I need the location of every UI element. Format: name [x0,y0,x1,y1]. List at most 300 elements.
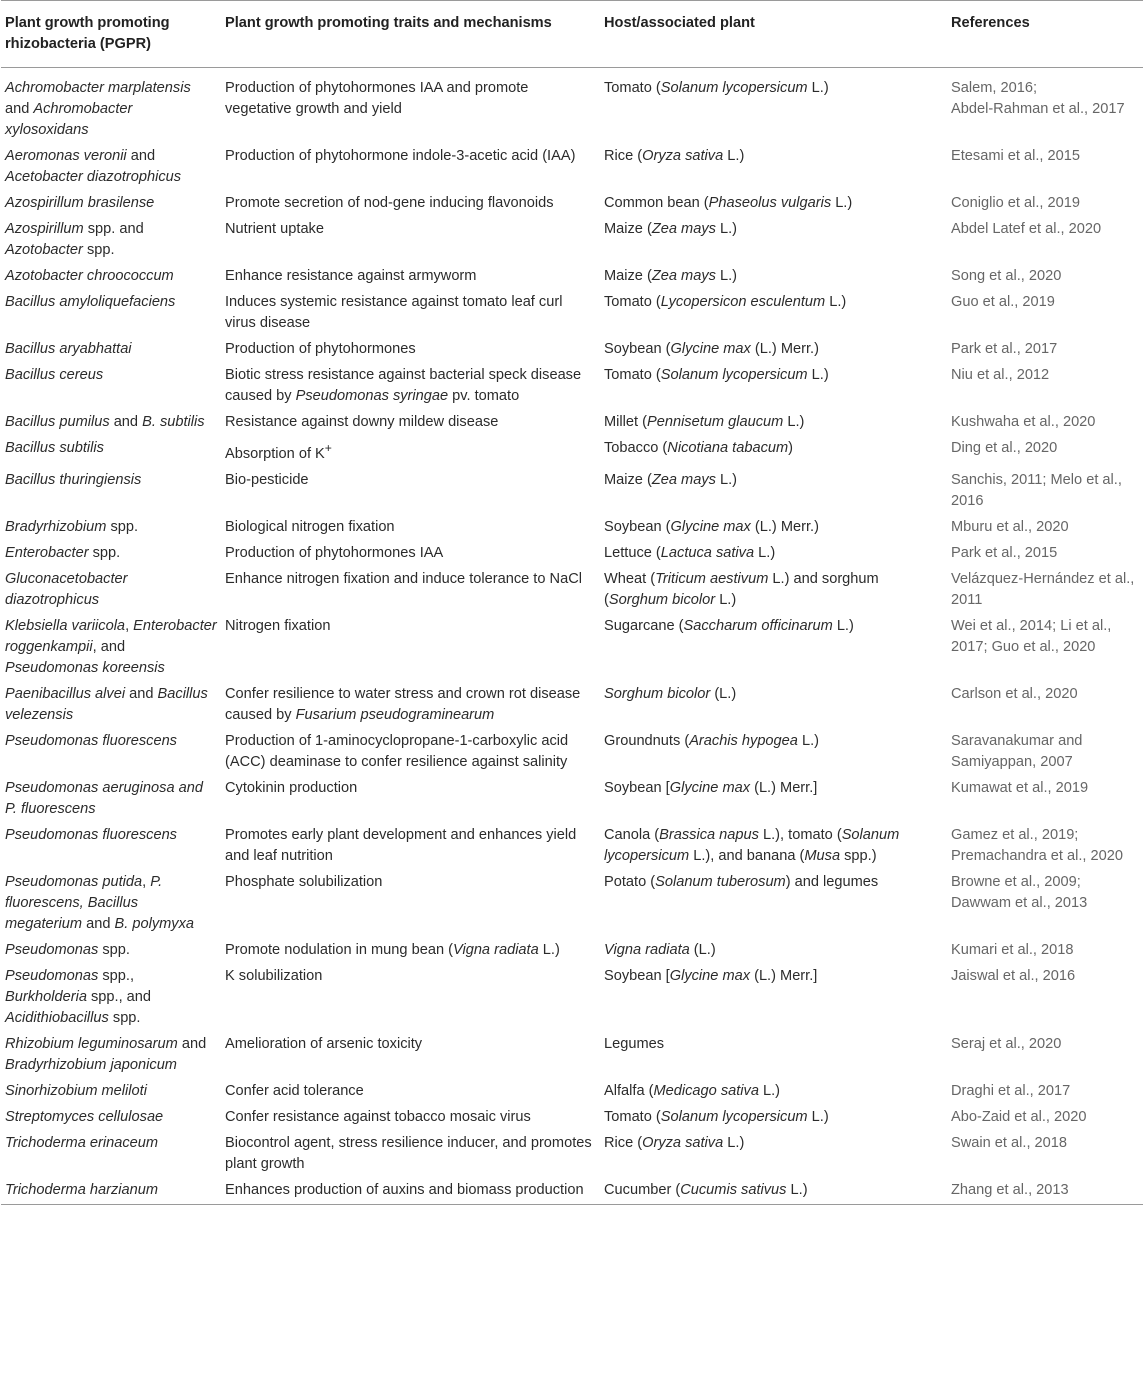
text-segment: (L.) Merr.) [750,341,819,357]
text-segment: Alfalfa ( [604,1082,654,1099]
text-segment: Tobacco ( [604,440,668,456]
cell-host [600,964,947,1032]
text-segment: L.) [797,732,819,749]
table-row [1,823,1143,870]
italic-text: Cucumis sativus [680,1181,787,1198]
cell-host [600,264,947,290]
italic-text: Vigna radiata [604,941,690,958]
cell-reference [947,1079,1143,1105]
italic-text: Bacillus amyloliquefaciens [5,294,176,310]
italic-text: Glycine max [669,779,751,796]
header-pgpr: Plant growth promoting rhizobacteria (PGPR) [5,15,170,52]
text-segment: spp.) [840,847,877,864]
cell-trait [221,515,600,541]
cell-trait [221,567,600,614]
text-segment: Groundnuts ( [604,732,690,749]
italic-text: Zea mays [651,268,716,284]
text-segment: + [324,441,332,455]
text-segment: Absorption of K [225,445,325,462]
cell-pgpr [1,264,221,290]
italic-text: Bacillus cereus [5,367,104,383]
cell-host [600,217,947,264]
text-segment: and [82,915,115,932]
cell-reference [947,290,1143,337]
text-segment: Cucumber ( [604,1181,681,1198]
table-row [1,1178,1143,1205]
italic-text: P. fluorescens, Bacillus megaterium [5,873,163,932]
table-row [1,264,1143,290]
cell-pgpr [1,1178,221,1205]
italic-text: Streptomyces cellulosae [5,1108,164,1125]
text-segment: Cytokinin production [225,779,358,796]
cell-pgpr [1,363,221,410]
italic-text: Glycine max [670,518,751,535]
italic-text: Solanum lycopersicum [660,1108,808,1125]
text-segment: and [125,685,158,702]
cell-reference [947,823,1143,870]
text-segment: , [142,873,151,890]
text-segment: and [126,148,156,164]
text-segment: L.) [754,544,776,561]
italic-text: Pennisetum glaucum [646,414,784,430]
text-segment: , [125,617,134,634]
text-segment: L.) [758,1082,781,1099]
cell-reference [947,938,1143,964]
italic-text: Bacillus velezensis [5,685,208,723]
table-header [1,1,1143,68]
text-segment: Park et al., 2015 [951,544,1058,561]
text-segment: Niu et al., 2012 [951,367,1050,383]
italic-text: Sorghum bicolor [608,591,716,608]
text-segment: Tomato ( [604,367,661,383]
cell-pgpr [1,870,221,938]
text-segment: and [177,1035,207,1052]
text-segment: Guo et al., 2019 [951,294,1055,310]
text-segment: Canola ( [604,826,660,843]
table-row [1,938,1143,964]
text-segment: Gamez et al., 2019; [951,826,1079,843]
cell-reference [947,729,1143,776]
text-segment: Ding et al., 2020 [951,440,1058,456]
cell-host [600,468,947,515]
italic-text: Sinorhizobium meliloti [5,1082,147,1099]
cell-reference [947,870,1143,938]
text-segment: L.) [831,195,853,211]
text-segment: Production of phytohormones [225,341,416,357]
table-row [1,1131,1143,1178]
text-segment: L.) [807,80,829,96]
text-segment: (L.) Merr.) [750,518,819,535]
italic-text: Azotobacter chroococcum [5,268,174,284]
text-segment: pv. tomato [448,388,520,404]
text-segment: Biotic stress resistance against bacterial speck disease caused by [225,367,582,404]
text-segment: Abo-Zaid et al., 2020 [951,1108,1087,1125]
text-segment: Millet ( [604,414,647,430]
cell-host [600,1105,947,1131]
cell-host [600,515,947,541]
table-row [1,144,1143,191]
italic-text: Pseudomonas fluorescens [5,732,177,749]
text-segment: L.), tomato ( [758,826,842,843]
cell-trait [221,964,600,1032]
text-segment: Enhance resistance against armyworm [225,268,477,284]
text-segment: L.) [807,1108,829,1125]
cell-reference [947,264,1143,290]
table-row [1,290,1143,337]
text-segment: Zhang et al., 2013 [951,1181,1069,1198]
cell-trait [221,1105,600,1131]
cell-host [600,567,947,614]
italic-text: Enterobacter [5,544,89,561]
text-segment: spp. [88,544,121,561]
cell-pgpr [1,1105,221,1131]
italic-text: Bradyrhizobium japonicum [5,1056,177,1073]
text-segment: L.) [807,367,829,383]
text-segment: Potato ( [604,873,656,890]
text-segment: Enhance nitrogen fixation and induce tolerance to NaCl [225,570,582,587]
text-segment: Production of phytohormones IAA and promote vegetative growth and yield [225,80,529,117]
cell-trait [221,870,600,938]
text-segment: Nitrogen fixation [225,617,331,634]
cell-reference [947,567,1143,614]
text-segment: L.) [715,268,738,284]
text-segment: Biocontrol agent, stress resilience inducer, and promotes plant growth [225,1134,592,1172]
text-segment: Tomato ( [604,80,661,96]
text-segment: Promotes early plant development and enhances yield and leaf nutrition [225,826,577,864]
cell-host [600,1178,947,1205]
table-row [1,217,1143,264]
table-row [1,1105,1143,1131]
text-segment: Soybean ( [604,518,671,535]
cell-host [600,363,947,410]
cell-pgpr [1,938,221,964]
text-segment: spp., and [86,988,152,1005]
italic-text: Triticum aestivum [655,570,769,587]
italic-text: Azospirillum [5,221,84,237]
italic-text: Oryza sativa [642,148,724,164]
table-row [1,682,1143,729]
text-segment: Phosphate solubilization [225,873,383,890]
cell-pgpr [1,614,221,682]
text-segment: (L.) Merr.] [750,779,818,796]
text-segment: Song et al., 2020 [951,268,1062,284]
italic-text: Brassica napus [659,826,759,843]
cell-host [600,1079,947,1105]
cell-trait [221,1178,600,1205]
cell-trait [221,436,600,468]
italic-text: Klebsiella variicola [5,617,126,634]
italic-text: Bacillus subtilis [5,440,104,456]
text-segment: K solubilization [225,967,323,984]
text-segment: Coniglio et al., 2019 [951,195,1080,211]
italic-text: Fusarium pseudograminearum [295,706,495,723]
text-segment: Seraj et al., 2020 [951,1035,1062,1052]
text-segment: Confer resistance against tobacco mosaic virus [225,1108,531,1125]
cell-reference [947,1032,1143,1079]
text-segment: (L.) [710,685,737,702]
text-segment: Sanchis, 2011; Melo et al., 2016 [951,471,1122,509]
table-row [1,515,1143,541]
text-segment: Resistance against downy mildew disease [225,414,499,430]
text-segment: Kumari et al., 2018 [951,941,1074,958]
table-row [1,870,1143,938]
italic-text: B. subtilis [142,414,205,430]
text-segment: Promote nodulation in mung bean ( [225,941,453,958]
text-segment: Production of phytohormones IAA [225,544,444,561]
cell-host [600,68,947,145]
text-segment: Promote secretion of nod-gene inducing flavonoids [225,195,554,211]
italic-text: Achromobacter marplatensis [5,80,191,96]
cell-host [600,410,947,436]
italic-text: Aeromonas veronii [5,148,127,164]
italic-text: Bradyrhizobium [5,518,107,535]
cell-pgpr [1,1131,221,1178]
italic-text: Solanum tuberosum [655,873,786,890]
cell-pgpr [1,964,221,1032]
italic-text: Pseudomonas [5,941,99,958]
cell-host [600,614,947,682]
table-row [1,614,1143,682]
cell-host [600,938,947,964]
text-segment: Induces systemic resistance against tomato leaf curl virus disease [225,294,563,331]
text-segment: spp. [98,941,130,958]
text-segment: Tomato ( [604,294,661,310]
cell-host [600,776,947,823]
text-segment: L.) [715,221,738,237]
table-row [1,68,1143,145]
italic-text: Bacillus pumilus [5,414,110,430]
italic-text: Lactuca sativa [660,544,755,561]
text-segment: Maize ( [604,221,652,237]
italic-text: Azotobacter [5,242,83,258]
cell-trait [221,144,600,191]
cell-trait [221,938,600,964]
italic-text: Solanum lycopersicum [660,367,808,383]
italic-text: Pseudomonas koreensis [5,659,165,676]
text-segment: Soybean [ [604,779,670,796]
table-row [1,776,1143,823]
italic-text: Phaseolus vulgaris [708,195,832,211]
text-segment: Biological nitrogen fixation [225,518,395,535]
italic-text: Zea mays [651,221,716,237]
cell-trait [221,823,600,870]
cell-reference [947,541,1143,567]
cell-trait [221,729,600,776]
text-segment: spp., [98,967,135,984]
text-segment: Nutrient uptake [225,221,324,237]
text-segment: Maize ( [604,471,652,488]
cell-pgpr [1,68,221,145]
cell-host [600,541,947,567]
cell-reference [947,614,1143,682]
cell-trait [221,290,600,337]
text-segment: L.) [715,591,737,608]
cell-host [600,1032,947,1079]
cell-trait [221,191,600,217]
cell-host [600,144,947,191]
italic-text: Glycine max [669,967,751,984]
cell-pgpr [1,541,221,567]
italic-text: Glycine max [670,341,751,357]
italic-text: Bacillus thuringiensis [5,471,142,488]
text-segment: L.) [538,941,560,958]
text-segment: L.) [825,294,847,310]
cell-pgpr [1,823,221,870]
text-segment: Etesami et al., 2015 [951,148,1080,164]
cell-trait [221,363,600,410]
cell-pgpr [1,217,221,264]
cell-reference [947,1105,1143,1131]
text-segment: ) [788,440,794,456]
text-segment: Swain et al., 2018 [951,1134,1068,1151]
cell-trait [221,68,600,145]
text-segment: L.) [832,617,854,634]
text-segment: Kumawat et al., 2019 [951,779,1089,796]
text-segment: Mburu et al., 2020 [951,518,1069,535]
cell-pgpr [1,191,221,217]
text-segment: Soybean ( [604,341,671,357]
cell-reference [947,436,1143,468]
cell-reference [947,191,1143,217]
text-segment: Rice ( [604,148,643,164]
italic-text: Trichoderma erinaceum [5,1134,159,1151]
text-segment: Saravanakumar and Samiyappan, 2007 [951,732,1083,770]
cell-trait [221,217,600,264]
text-segment: (L.) Merr.] [750,967,818,984]
cell-trait [221,410,600,436]
cell-reference [947,337,1143,363]
text-segment: Salem, 2016; [951,80,1037,96]
pgpr-table [1,0,1143,1205]
cell-pgpr [1,337,221,363]
text-segment: Legumes [604,1035,665,1052]
cell-trait [221,682,600,729]
italic-text: Azospirillum brasilense [5,195,155,211]
text-segment: Rice ( [604,1134,643,1151]
text-segment: (L.) [689,941,716,958]
table-row [1,468,1143,515]
header-row [1,1,1143,68]
italic-text: Vigna radiata [452,941,539,958]
text-segment: Common bean ( [604,195,709,211]
italic-text: Gluconacetobacter diazotrophicus [5,570,128,608]
cell-reference [947,144,1143,191]
cell-reference [947,363,1143,410]
text-segment: Jaiswal et al., 2016 [951,967,1076,984]
cell-trait [221,1079,600,1105]
text-segment: spp. [108,1009,141,1026]
cell-pgpr [1,290,221,337]
text-segment: Velázquez-Hernández et al., 2011 [951,570,1135,608]
text-segment: Kushwaha et al., 2020 [951,414,1096,430]
text-segment: Wheat ( [604,570,656,587]
italic-text: Trichoderma harzianum [5,1181,159,1198]
italic-text: Rhizobium leguminosarum [5,1035,178,1052]
table-row [1,337,1143,363]
cell-pgpr [1,436,221,468]
text-segment: Lettuce ( [604,544,661,561]
text-segment: spp. [82,242,115,258]
text-segment: Sugarcane ( [604,617,684,634]
italic-text: Acetobacter diazotrophicus [5,169,182,185]
text-segment: Soybean [ [604,967,670,984]
text-segment: spp. [106,518,139,535]
cell-trait [221,1032,600,1079]
cell-trait [221,337,600,363]
italic-text: Pseudomonas fluorescens [5,826,177,843]
text-segment: ) and legumes [785,873,879,890]
cell-trait [221,776,600,823]
cell-trait [221,1131,600,1178]
text-segment: L.) [715,471,738,488]
text-segment: L.) [783,414,805,430]
italic-text: Paenibacillus alvei [5,685,126,702]
italic-text: Acidithiobacillus [5,1009,109,1026]
cell-reference [947,1131,1143,1178]
cell-pgpr [1,776,221,823]
cell-reference [947,468,1143,515]
text-segment: and [5,101,34,117]
text-segment: and [109,414,143,430]
table-body [1,68,1143,1205]
cell-pgpr [1,1079,221,1105]
text-segment: Enhances production of auxins and biomass production [225,1181,584,1198]
italic-text: Medicago sativa [653,1082,759,1099]
text-segment: Maize ( [604,268,652,284]
text-segment: Tomato ( [604,1108,661,1125]
cell-reference [947,410,1143,436]
italic-text: Oryza sativa [642,1134,724,1151]
text-segment: Abdel Latef et al., 2020 [951,221,1102,237]
cell-pgpr [1,729,221,776]
cell-host [600,682,947,729]
text-segment: L.) [786,1181,808,1198]
table-row [1,567,1143,614]
text-segment: Amelioration of arsenic toxicity [225,1035,423,1052]
cell-trait [221,264,600,290]
table-row [1,363,1143,410]
cell-pgpr [1,468,221,515]
cell-reference [947,515,1143,541]
cell-pgpr [1,1032,221,1079]
italic-text: Lycopersicon esculentum [660,294,826,310]
cell-trait [221,614,600,682]
table-row [1,1079,1143,1105]
cell-pgpr [1,682,221,729]
cell-host [600,191,947,217]
table-row [1,541,1143,567]
italic-text: Solanum lycopersicum [604,826,900,864]
italic-text: Burkholderia [5,988,87,1005]
cell-reference [947,68,1143,145]
text-segment: , and [92,638,126,655]
table-row [1,410,1143,436]
table-row [1,1032,1143,1079]
text-segment: L.) [723,1134,745,1151]
cell-host [600,870,947,938]
header-references: References [951,15,1030,31]
text-segment: Dawwam et al., 2013 [951,894,1088,911]
text-segment: Production of phytohormone indole-3-acetic acid (IAA) [225,148,576,164]
cell-host [600,436,947,468]
italic-text: Solanum lycopersicum [660,80,808,96]
text-segment: spp. and [83,221,144,237]
cell-trait [221,541,600,567]
italic-text: Sorghum bicolor [604,685,711,702]
cell-reference [947,682,1143,729]
table-row [1,729,1143,776]
table-row [1,191,1143,217]
